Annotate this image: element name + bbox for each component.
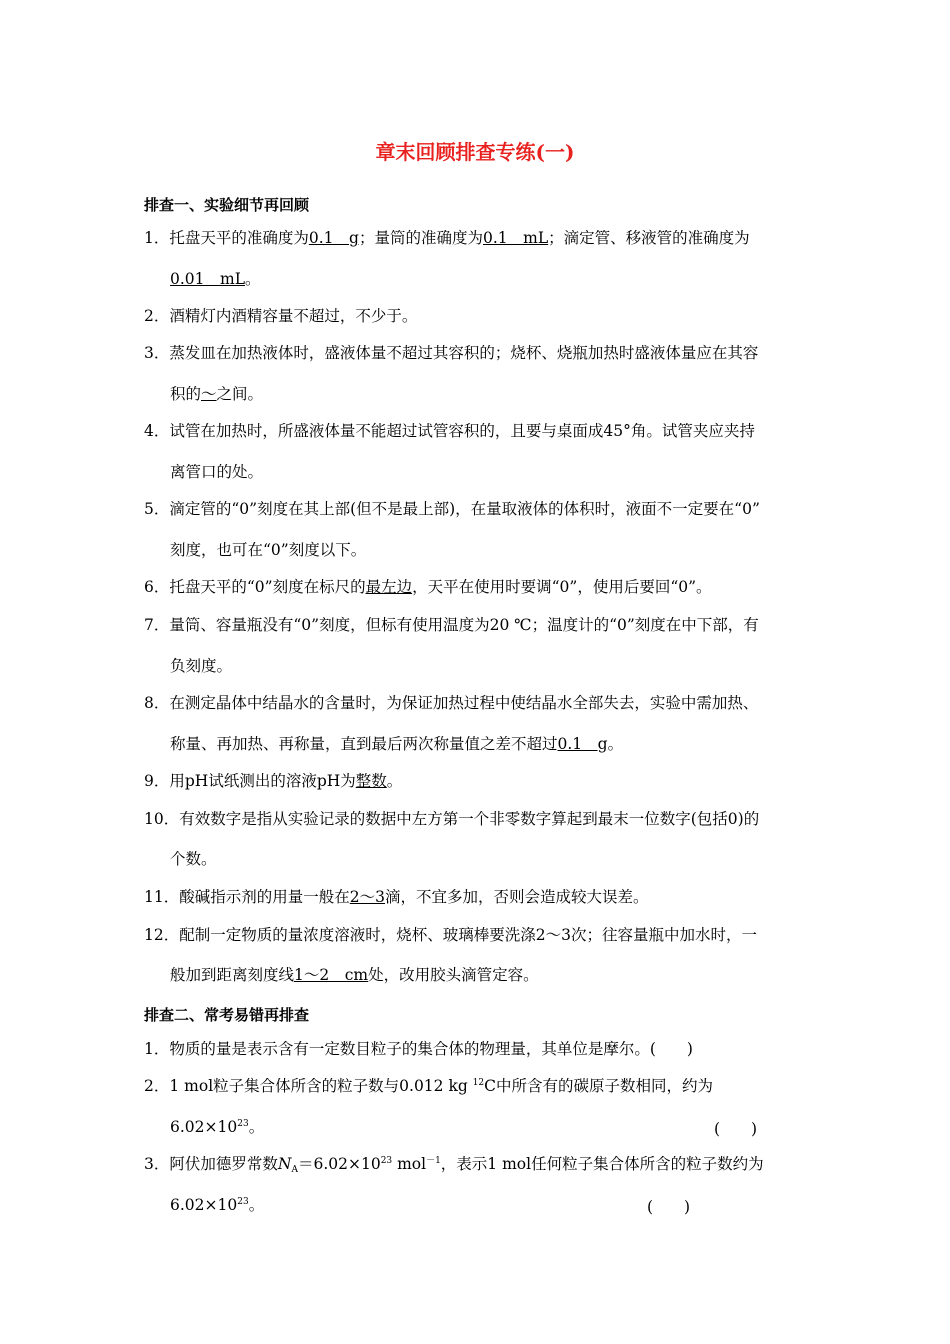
list-item: 12．配制一定物质的量浓度溶液时，烧杯、玻璃棒要洗涤2～3次；往容量瓶中加水时，一 — [144, 926, 757, 944]
answer-blank: ( ) — [714, 1120, 758, 1138]
list-item-continuation: 个数。 — [170, 850, 217, 868]
list-item: 3．阿伏加德罗常数$N_A=6.02\times 10^{23}$ mol$^{-1}$，表示1 mol任何粒子集合体所含的粒子数约为 — [144, 1155, 764, 1175]
list-item-continuation: 0.01 mL。 — [170, 270, 261, 288]
list-item-continuation: 离管口的处。 — [170, 463, 264, 481]
list-item: 8．在测定晶体中结晶水的含量时，为保证加热过程中使结晶水全部失去，实验中需加热、 — [144, 694, 759, 712]
list-item-continuation: $6.02\times 10^{23}$。 — [170, 1118, 265, 1136]
list-item: 2．酒精灯内酒精容量不超过，不少于。 — [144, 307, 418, 325]
list-item: 11．酸碱指示剂的用量一般在2～3滴，不宜多加，否则会造成较大误差。 — [144, 888, 649, 906]
list-item-continuation: 称量、再加热、再称量，直到最后两次称量值之差不超过0.1 g。 — [170, 735, 624, 753]
list-item: 1．托盘天平的准确度为0.1 g；量筒的准确度为0.1 mL；滴定管、移液管的准确度为 — [144, 229, 750, 247]
answer-blank: ( ) — [647, 1198, 691, 1216]
list-item: 2．1 mol粒子集合体所含的粒子数与0.012 kg $^{12}$C中所含有的碳原子数相同，约为 — [144, 1077, 714, 1095]
list-item: 9．用pH试纸测出的溶液pH为整数。 — [144, 772, 403, 790]
section-heading-2: 排查二、常考易错再排查 — [144, 1006, 310, 1024]
list-item: 4．试管在加热时，所盛液体量不能超过试管容积的，且要与桌面成45°角。试管夹应夹持 — [144, 422, 755, 440]
list-item-continuation: $6.02\times 10^{23}$。 — [170, 1196, 265, 1214]
section-heading-1: 排查一、实验细节再回顾 — [144, 196, 310, 214]
list-item: 3．蒸发皿在加热液体时，盛液体量不超过其容积的；烧杯、烧瓶加热时盛液体量应在其容 — [144, 344, 759, 362]
list-item-continuation: 般加到距离刻度线1～2 cm处，改用胶头滴管定容。 — [170, 966, 539, 984]
page-title: 章末回顾排查专练(一) — [375, 140, 575, 164]
list-item: 1．物质的量是表示含有一定数目粒子的集合体的物理量，其单位是摩尔。( ) — [144, 1040, 693, 1058]
list-item-continuation: 刻度，也可在“0”刻度以下。 — [170, 541, 367, 559]
list-item: 5．滴定管的“0”刻度在其上部(但不是最上部)，在量取液体的体积时，液面不一定要在“0” — [144, 500, 760, 518]
list-item: 10．有效数字是指从实验记录的数据中左方第一个非零数字算起到最末一位数字(包括0)的 — [144, 810, 760, 828]
list-item: 6．托盘天平的“0”刻度在标尺的最左边，天平在使用时要调“0”，使用后要回“0”。 — [144, 578, 712, 596]
list-item-continuation: 积的～之间。 — [170, 385, 264, 403]
list-item: 7．量筒、容量瓶没有“0”刻度，但标有使用温度为20 ℃；温度计的“0”刻度在中下部，有 — [144, 616, 759, 634]
list-item-continuation: 负刻度。 — [170, 657, 233, 675]
